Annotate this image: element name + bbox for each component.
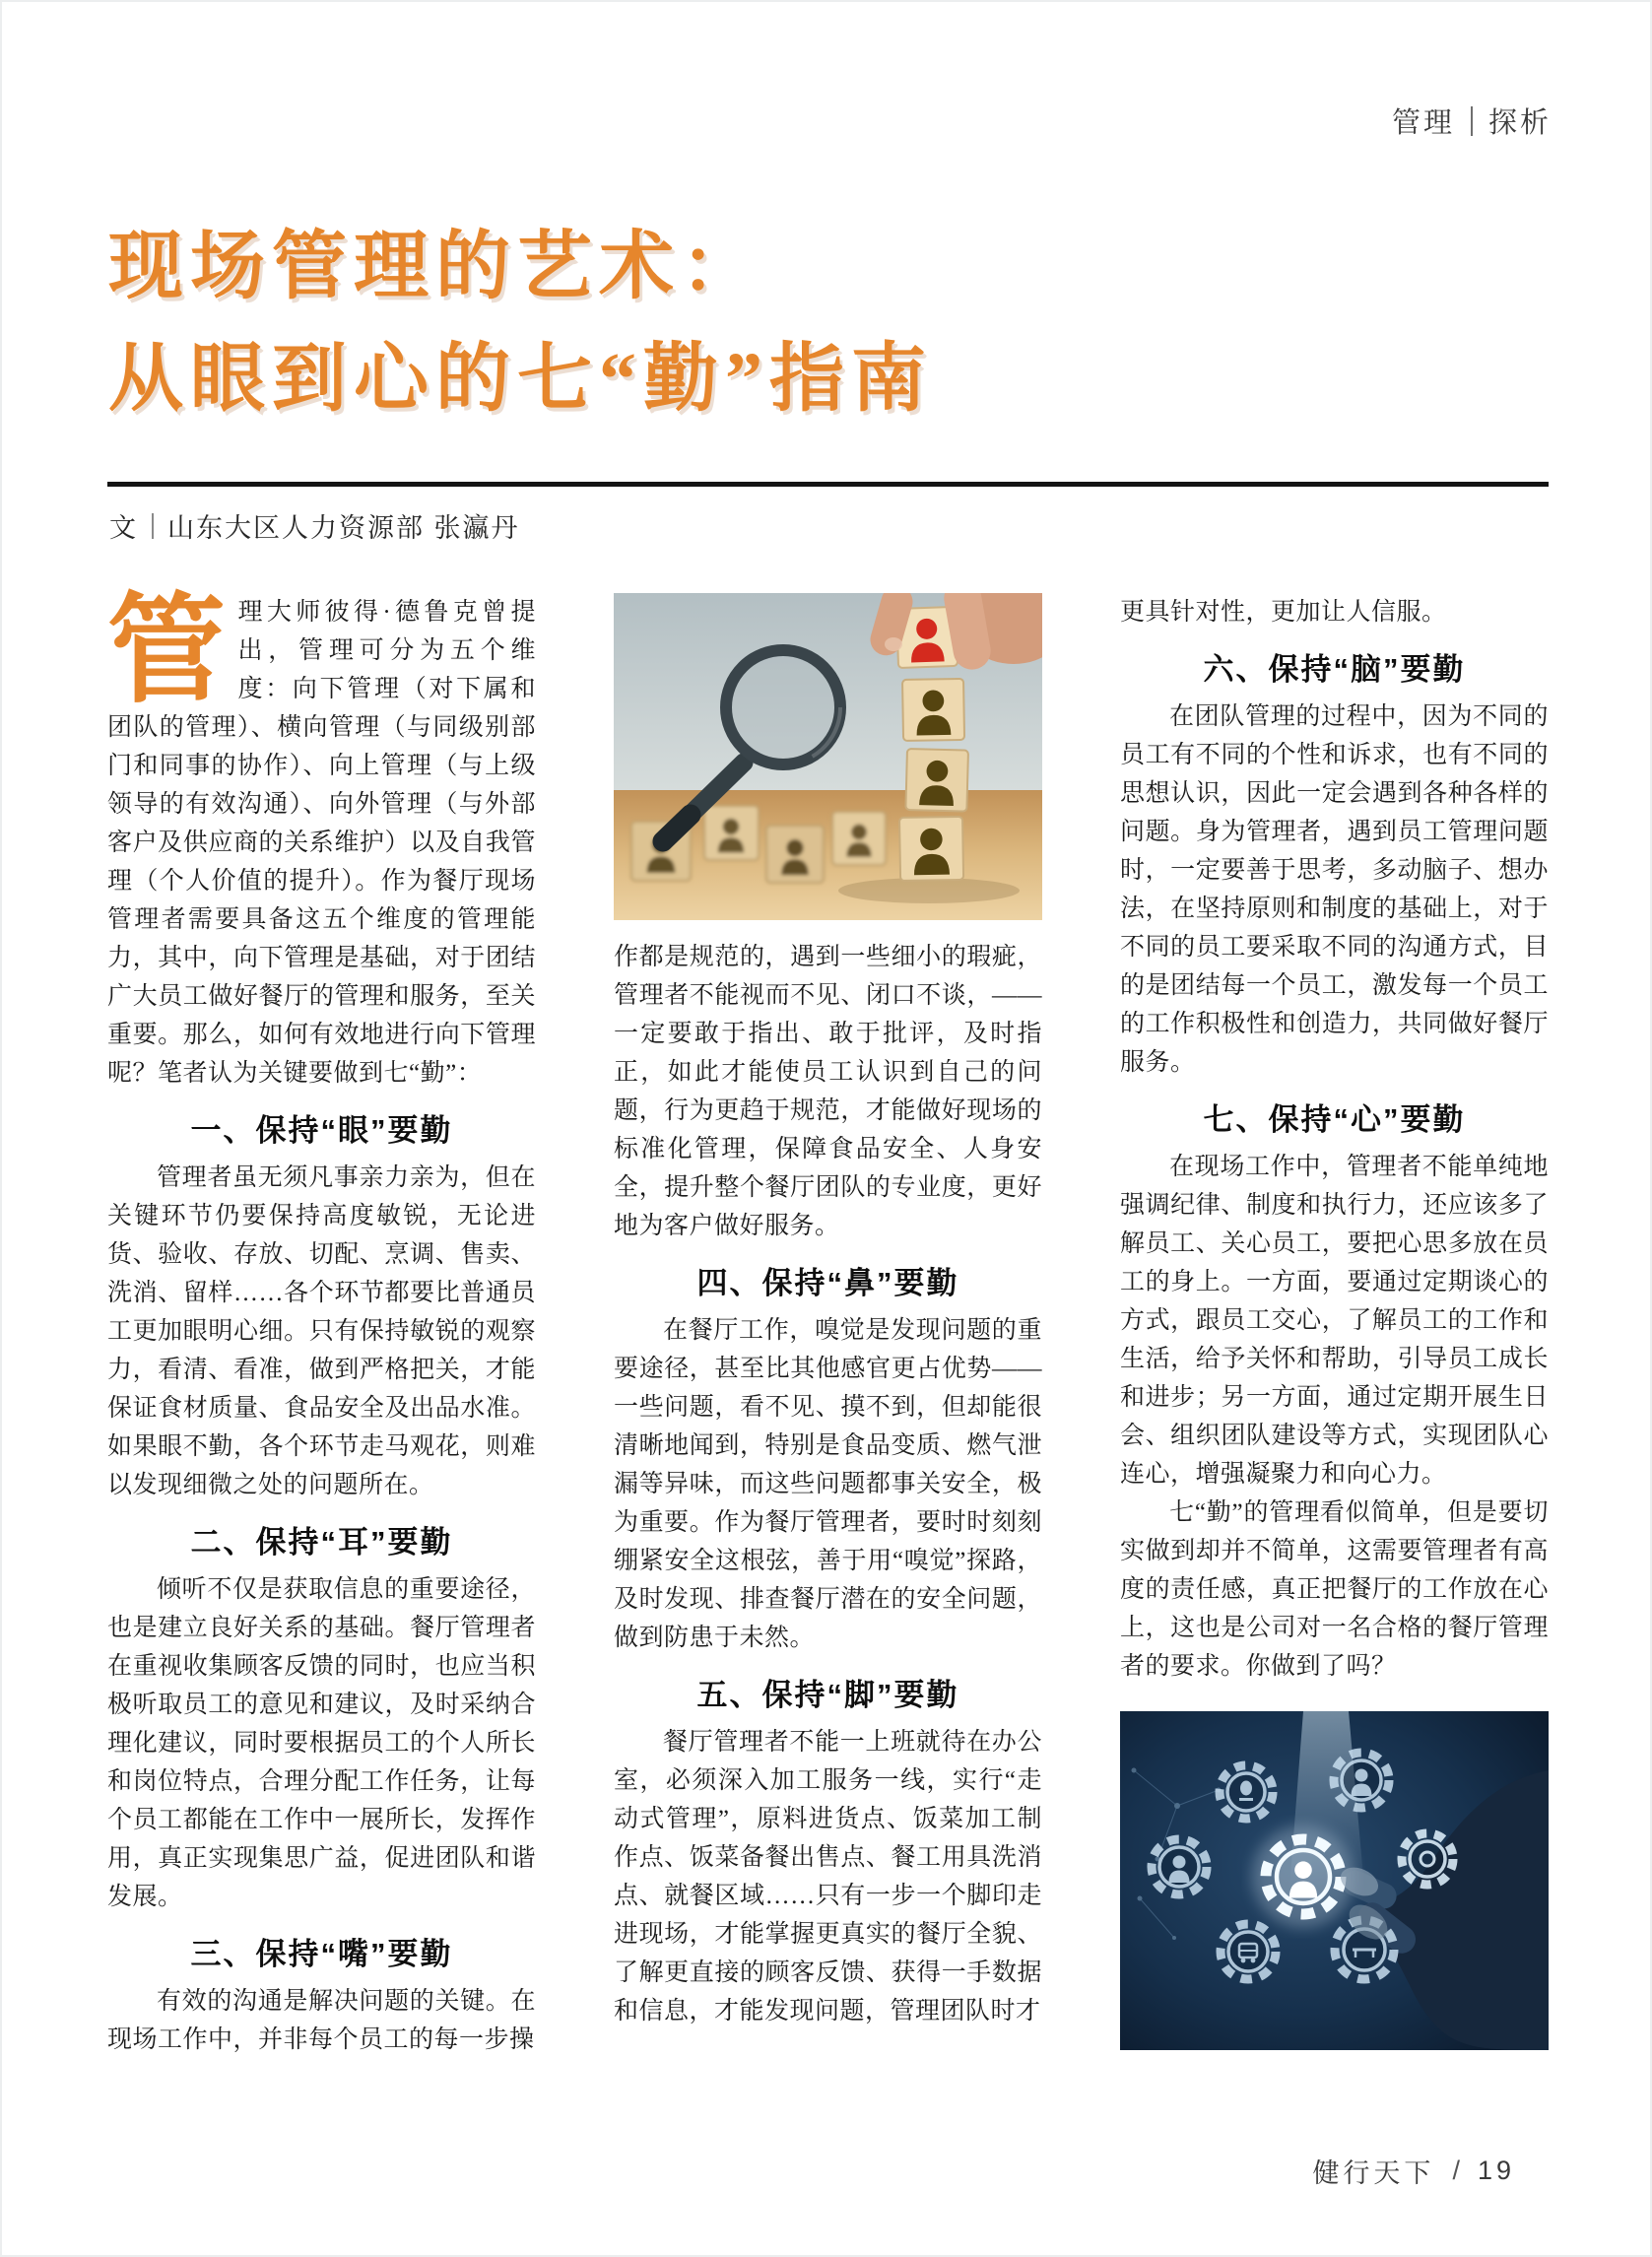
- section-paragraph-heart: 在现场工作中，管理者不能单纯地强调纪律、制度和执行力，还应该多了解员工、关心员工，要把心思多放在员工的身上。一方面，要通过定期谈心的方式，跟员工交心，了解员工的工作和生活，给予关怀和帮助，引导员工成长和进步；另一方面，通过定期开展生日会、组织团队建设等方式，实现团队心连心，增强凝聚力和向心力。: [1120, 1154, 1549, 1488]
- title-line-2: 从眼到心的七“勤”指南: [108, 338, 933, 421]
- byline: [109, 506, 520, 545]
- photo-manager-gears: [1120, 1711, 1549, 2050]
- footer-divider: /: [1452, 2156, 1460, 2185]
- section-paragraph-foot-part2: 更具针对性，更加让人信服。: [1120, 599, 1447, 626]
- page-footer: [1312, 2152, 1515, 2190]
- title-line-1: 现场管理的艺术：: [108, 226, 762, 308]
- section-heading-mouth: 三、保持“嘴”要勤: [190, 1937, 453, 1971]
- gear-person-icon-center-glowing: [1252, 1826, 1355, 1928]
- section-heading-ear: 二、保持“耳”要勤: [190, 1525, 453, 1560]
- page-header: [1392, 100, 1552, 141]
- section-heading-nose: 四、保持“鼻”要勤: [696, 1266, 959, 1300]
- article-columns: [107, 585, 1549, 2059]
- article-title: [108, 211, 933, 435]
- byline-author: 山东大区人力资源部 张瀛丹: [167, 513, 520, 543]
- section-paragraph-eye: 管理者虽无须凡事亲力亲为，但在关键环节仍要保持高度敏锐，无论进货、验收、存放、切配、烹调、售卖、洗消、留样……各个环节都要比普通员工更加眼明心细。只有保持敏锐的观察力，看清、看准，做到严格把关，才能保证食材质量、食品安全及出品水准。如果眼不勤，各个环节走马观花，则难以发现细微之处的问题所在。: [107, 1164, 536, 1498]
- section-paragraph-nose: 在餐厅工作，嗅觉是发现问题的重要途径，甚至比其他感官更占优势——一些问题，看不见、摸不到，但却能很清晰地闻到，特别是食品变质、燃气泄漏等异味，而这些问题都事关安全，极为重要。作为餐厅管理者，要时时刻刻绷紧安全这根弦，善于用“嗅觉”探路，及时发现、排查餐厅潜在的安全问题，做到防患于未然。: [614, 1317, 1042, 1651]
- byline-divider-bar: [152, 513, 154, 539]
- title-rule: [107, 482, 1549, 487]
- header-category: 管理: [1391, 107, 1455, 139]
- footer-magazine-name: 健行天下: [1312, 2158, 1435, 2188]
- photo-team-blocks-illustration: [614, 593, 1042, 920]
- section-paragraph-foot-part1: 餐厅管理者不能一上班就待在办公室，必须深入加工服务一线，实行“走动式管理”，原料进货点、饭菜加工制作点、饭菜备餐出售点、餐工用具洗消点、就餐区域……只有一步一个脚印走进现场，才能掌握更真实的餐厅全貌、了解更直接的顾客反馈、获得一手数据和信息，才能发现问题，管理团队时才: [614, 1729, 1042, 2025]
- photo-team-blocks: [614, 593, 1042, 920]
- intro-paragraph: [107, 585, 536, 1093]
- column-2: [614, 593, 1042, 2059]
- section-heading-eye: 一、保持“眼”要勤: [190, 1113, 453, 1148]
- drop-cap: 管: [107, 585, 227, 716]
- photo-manager-gears-illustration: [1120, 1711, 1549, 2050]
- closing-paragraph: 七“勤”的管理看似简单，但是要切实做到却并不简单，这需要管理者有高度的责任感，真正把餐厅的工作放在心上，这也是公司对一名合格的餐厅管理者的要求。你做到了吗？: [1120, 1499, 1549, 1680]
- section-heading-foot: 五、保持“脚”要勤: [696, 1678, 959, 1712]
- byline-label: 文: [109, 513, 138, 543]
- section-paragraph-brain: 在团队管理的过程中，因为不同的员工有不同的个性和诉求，也有不同的思想认识，因此一定会遇到各种各样的问题。身为管理者，遇到员工管理问题时，一定要善于思考，多动脑子、想办法，在坚持原则和制度的基础上，对于不同的员工要采取不同的沟通方式，目的是团结每一个员工，激发每一个员工的工作积极性和创造力，共同做好餐厅服务。: [1120, 703, 1549, 1076]
- section-heading-heart: 七、保持“心”要勤: [1203, 1102, 1466, 1137]
- header-divider-bar: [1471, 106, 1473, 136]
- header-topic: 探析: [1487, 107, 1552, 139]
- section-paragraph-mouth-part1: 有效的沟通是解决问题的关键。在现场工作中，并非每个员工的每一步操: [107, 1988, 536, 2053]
- column-1: [107, 585, 536, 2059]
- section-paragraph-mouth-part2: 作都是规范的，遇到一些细小的瑕疵，管理者不能视而不见、闭口不谈，——一定要敢于指出、敢于批评，及时指正，如此才能使员工认识到自己的问题，行为更趋于规范，才能做好现场的标准化管理，保障食品安全、人身安全，提升整个餐厅团队的专业度，更好地为客户做好服务。: [614, 944, 1042, 1239]
- intro-text: 理大师彼得·德鲁克曾提出，管理可分为五个维度：向下管理（对下属和团队的管理）、横向管理（与同级别部门和同事的协作）、向上管理（与上级领导的有效沟通）、向外管理（与外部客户及供应商的关系维护）以及自我管理（个人价值的提升）。作为餐厅现场管理者需要具备这五个维度的管理能力，其中，向下管理是基础，对于团结广大员工做好餐厅的管理和服务，至关重要。那么，如何有效地进行向下管理呢？笔者认为关键要做到七“勤”：: [107, 599, 536, 1087]
- section-paragraph-ear: 倾听不仅是获取信息的重要途径，也是建立良好关系的基础。餐厅管理者在重视收集顾客反馈的同时，也应当积极听取员工的意见和建议，及时采纳合理化建议，同时要根据员工的个人所长和岗位特点，合理分配工作任务，让每个员工都能在工作中一展所长，发挥作用，真正实现集思广益，促进团队和谐发展。: [107, 1576, 536, 1910]
- column-3: [1120, 593, 1549, 2059]
- footer-page-number: 19: [1477, 2156, 1515, 2185]
- section-heading-brain: 六、保持“脑”要勤: [1203, 652, 1466, 687]
